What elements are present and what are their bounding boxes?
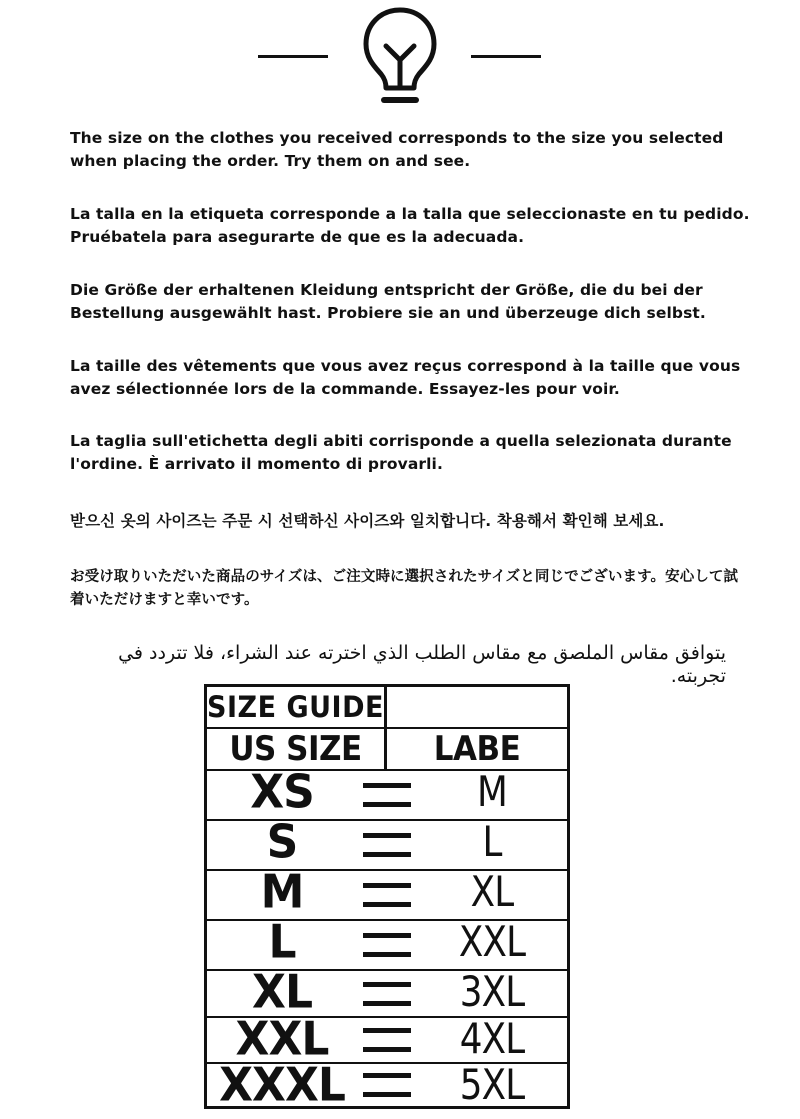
- us-size-header-cell: [207, 729, 387, 769]
- size-guide-title: SIZE GUIDE: [207, 689, 384, 725]
- message-japanese: お受け取りいただいた商品のサイズは、ご注文時に選択されたサイズと同じでございます。安心して試着いただけますと幸いです。: [70, 569, 739, 608]
- equals-icon: [357, 871, 417, 919]
- label-size-value: M: [477, 767, 507, 816]
- label-header: LABE: [433, 729, 521, 769]
- title-cell: [207, 687, 387, 727]
- header: [0, 0, 800, 110]
- table-row: [207, 965, 567, 1020]
- label-size-value: 4XL: [459, 1014, 525, 1063]
- table-row: [207, 865, 567, 921]
- table-row: [207, 1058, 567, 1113]
- label-size-value: L: [482, 817, 502, 866]
- message-korean: 받으신 옷의 사이즈는 주문 시 선택하신 사이즈와 일치합니다. 착용해서 확인해 보세요.: [70, 512, 665, 530]
- empty-cell: [387, 687, 567, 727]
- label-size-value: 5XL: [459, 1060, 525, 1109]
- table-row: [207, 1012, 567, 1067]
- message-french: La taille des vêtements que vous avez reçus correspond à la taille que vous avez sélectionnée lors de la commande. Essayez-les pour voir.: [70, 357, 741, 398]
- us-size-value: XL: [252, 965, 312, 1020]
- message-arabic: يتوافق مقاس الملصق مع مقاس الطلب الذي اخترته عند الشراء، فلا تتردد في تجربته.: [118, 642, 726, 687]
- size-guide-table: [204, 684, 570, 1113]
- label-header-cell: [387, 729, 567, 769]
- table-row: [207, 915, 567, 971]
- message-german: Die Größe der erhaltenen Kleidung entspricht der Größe, die du bei der Bestellung ausgewählt hast. Probiere sie an und überzeuge dich selbst.: [70, 281, 706, 322]
- us-size-value: XXL: [235, 1012, 329, 1067]
- table-row: [207, 765, 567, 821]
- lightbulb-icon: [356, 4, 444, 106]
- message-spanish: La talla en la etiqueta corresponde a la talla que seleccionaste en tu pedido. Pruébatela para asegurarte de que es la adecuada.: [70, 205, 750, 246]
- us-size-value: L: [268, 915, 296, 970]
- message-italian: La taglia sull'etichetta degli abiti corrisponde a quella selezionata durante l'ordine. È arrivato il momento di provarli.: [70, 432, 732, 473]
- divider-right: [471, 55, 541, 58]
- us-size-header: US SIZE: [229, 729, 362, 769]
- equals-icon: [357, 821, 417, 869]
- equals-icon: [357, 921, 417, 969]
- equals-icon: [357, 1064, 417, 1106]
- equals-icon: [357, 771, 417, 819]
- label-size-value: XL: [470, 867, 514, 916]
- label-size-value: XXL: [458, 917, 526, 966]
- us-size-value: XXXL: [219, 1058, 345, 1113]
- us-size-value: XS: [250, 765, 314, 820]
- equals-icon: [357, 1018, 417, 1062]
- table-title-row: [207, 687, 567, 729]
- label-size-value: 3XL: [459, 967, 525, 1016]
- divider-left: [258, 55, 328, 58]
- table-row: [207, 815, 567, 871]
- equals-icon: [357, 971, 417, 1016]
- message-english: The size on the clothes you received corresponds to the size you selected when placing the order. Try them on and see.: [70, 129, 724, 170]
- us-size-value: S: [266, 815, 298, 870]
- us-size-value: M: [260, 865, 304, 920]
